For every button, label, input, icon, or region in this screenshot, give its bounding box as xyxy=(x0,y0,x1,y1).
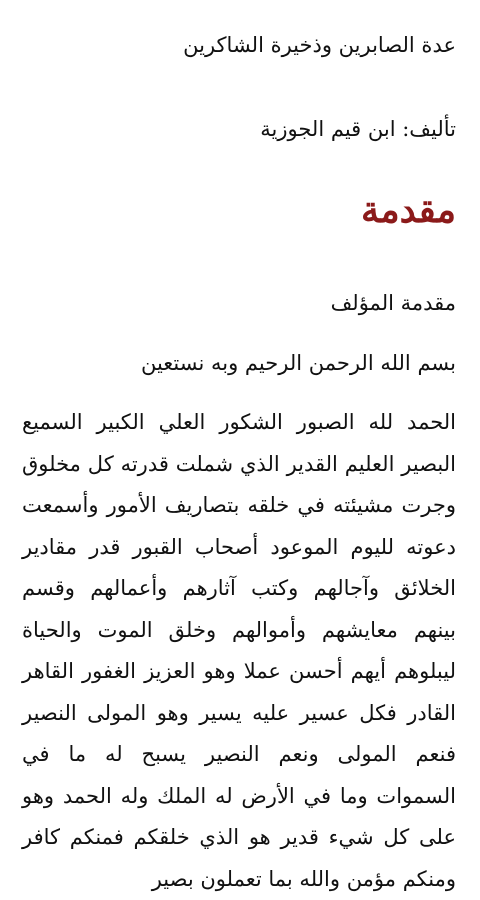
book-page xyxy=(0,30,480,900)
book-author: تأليف: ابن قيم الجوزية xyxy=(260,117,456,141)
section-title: مقدمة المؤلف xyxy=(330,291,456,315)
chapter-heading: مقدمة xyxy=(361,189,456,231)
body-paragraph: الحمد لله الصبور الشكور العلي الكبير السميع البصير العليم القدير الذي شملت قدرته كل مخلوق وجرت مشيئته في خلقه بتصاريف الأمور وأسمعت دعوته لليوم الموعود أصحاب القبور قدر مقادير الخلائق وآجالهم وكتب آثارهم وأعمالهم وقسم بينهم معايشهم وأموالهم وخلق الموت والحياة ليبلوهم أيهم أحسن عملا وهو العزيز الغفور القاهر القادر فكل عسير عليه يسير وهو المولى النصير فنعم المولى ونعم النصير يسبح له ما في السموات وما في الأرض له الملك وله الحمد وهو على كل شيء قدير هو الذي خلقكم فمنكم كافر ومنكم مؤمن والله بما تعملون بصير xyxy=(22,410,456,891)
book-title: عدة الصابرين وذخيرة الشاكرين xyxy=(183,33,456,57)
basmala-line: بسم الله الرحمن الرحيم وبه نستعين xyxy=(140,351,456,375)
